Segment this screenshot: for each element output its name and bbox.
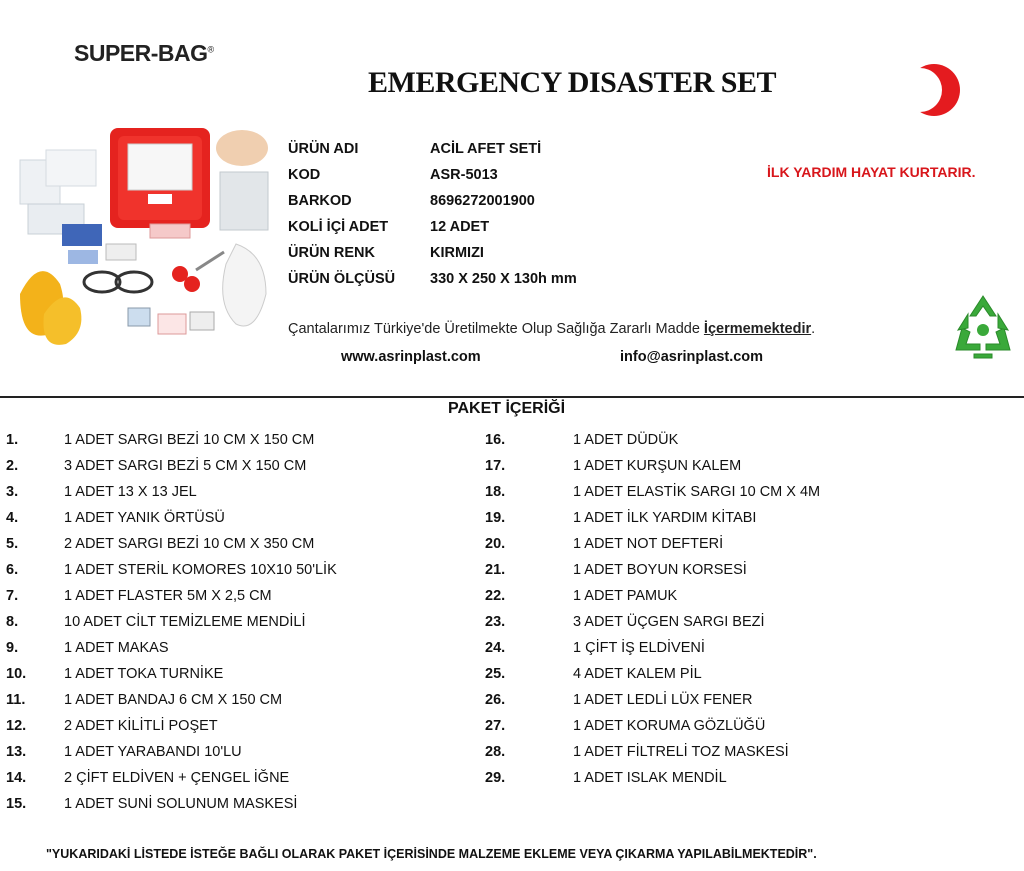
item-text: 10 ADET CİLT TEMİZLEME MENDİLİ (64, 614, 306, 630)
list-item (6, 427, 337, 453)
item-number: 29. (485, 770, 506, 786)
product-specs (288, 136, 577, 292)
item-text: 1 ADET MAKAS (64, 640, 169, 656)
notice-end: . (811, 321, 816, 337)
first-aid-kit-photo (10, 124, 278, 360)
spec-label: KOD (288, 167, 321, 183)
item-text: 1 ADET SUNİ SOLUNUM MASKESİ (64, 796, 298, 812)
item-text: 1 ADET STERİL KOMORES 10X10 50'LİK (64, 562, 337, 578)
item-text: 1 ADET FLASTER 5M X 2,5 CM (64, 588, 272, 604)
item-number: 6. (6, 562, 19, 578)
item-number: 23. (485, 614, 506, 630)
list-item (485, 557, 820, 583)
list-item (6, 583, 337, 609)
spec-row (288, 266, 577, 292)
brand-logo (74, 40, 214, 67)
notice-emphasis: İçermemektedir (703, 321, 812, 337)
item-number: 28. (485, 744, 506, 760)
item-number: 11. (6, 692, 26, 708)
brand-name: SUPER-BAG (74, 40, 208, 66)
website-link[interactable]: www.asrinplast.com (341, 349, 481, 365)
item-text: 1 ADET TOKA TURNİKE (64, 666, 224, 682)
spec-label: ÜRÜN RENK (288, 245, 375, 261)
item-text: 1 ÇİFT İŞ ELDİVENİ (573, 640, 705, 656)
list-item (485, 531, 820, 557)
item-number: 12. (6, 718, 27, 734)
brand-mark: ® (207, 44, 214, 55)
list-item (485, 453, 820, 479)
item-text: 2 ADET SARGI BEZİ 10 CM X 350 CM (64, 536, 315, 552)
slogan: İLK YARDIM HAYAT KURTARIR. (767, 164, 976, 180)
list-item (485, 661, 820, 687)
list-item (485, 583, 820, 609)
item-text: 1 ADET NOT DEFTERİ (573, 536, 724, 552)
package-list-right (485, 427, 820, 791)
item-number: 18. (485, 484, 506, 500)
recycle-icon (952, 292, 1014, 360)
list-item (485, 687, 820, 713)
red-crescent-icon (898, 60, 962, 124)
item-number: 22. (485, 588, 506, 604)
list-item (485, 765, 820, 791)
item-text: 1 ADET DÜDÜK (573, 432, 679, 448)
list-item (6, 557, 337, 583)
item-number: 21. (485, 562, 506, 578)
divider (0, 396, 1024, 398)
item-number: 19. (485, 510, 506, 526)
spec-value: ASR-5013 (430, 167, 498, 183)
list-item (485, 739, 820, 765)
item-number: 7. (6, 588, 19, 604)
list-item (485, 479, 820, 505)
item-number: 1. (6, 432, 19, 448)
item-text: 1 ADET PAMUK (573, 588, 678, 604)
item-text: 1 ADET KORUMA GÖZLÜĞÜ (573, 718, 766, 734)
spec-label: KOLİ İÇİ ADET (288, 219, 389, 235)
item-text: 1 ADET BANDAJ 6 CM X 150 CM (64, 692, 283, 708)
item-number: 4. (6, 510, 19, 526)
item-text: 1 ADET KURŞUN KALEM (573, 458, 742, 474)
item-number: 16. (485, 432, 506, 448)
item-text: 2 ÇİFT ELDİVEN + ÇENGEL İĞNE (64, 770, 290, 786)
spec-label: BARKOD (288, 193, 352, 209)
list-item (485, 427, 820, 453)
item-text: 1 ADET ELASTİK SARGI 10 CM X 4M (573, 484, 821, 500)
list-item (6, 609, 337, 635)
item-text: 3 ADET ÜÇGEN SARGI BEZİ (573, 614, 765, 630)
item-number: 15. (6, 796, 27, 812)
notice-text (288, 321, 815, 337)
page-title: EMERGENCY DISASTER SET (368, 66, 776, 99)
item-text: 4 ADET KALEM PİL (573, 666, 702, 682)
email-link[interactable]: info@asrinplast.com (620, 349, 764, 365)
spec-value: 330 X 250 X 130h mm (430, 271, 577, 287)
item-number: 27. (485, 718, 506, 734)
item-text: 1 ADET FİLTRELİ TOZ MASKESİ (573, 744, 789, 760)
list-item (6, 739, 337, 765)
item-text: 1 ADET SARGI BEZİ 10 CM X 150 CM (64, 432, 315, 448)
package-title: PAKET İÇERİĞİ (448, 400, 566, 417)
spec-row (288, 214, 577, 240)
list-item (6, 661, 337, 687)
item-number: 2. (6, 458, 19, 474)
item-number: 5. (6, 536, 19, 552)
list-item (485, 609, 820, 635)
item-text: 1 ADET İLK YARDIM KİTABI (573, 510, 757, 526)
item-text: 1 ADET LEDLİ LÜX FENER (573, 692, 753, 708)
item-number: 8. (6, 614, 19, 630)
item-number: 17. (485, 458, 506, 474)
list-item (6, 453, 337, 479)
spec-value: 12 ADET (430, 219, 490, 235)
item-number: 10. (6, 666, 27, 682)
item-number: 25. (485, 666, 506, 682)
spec-value: 8696272001900 (430, 193, 535, 209)
item-text: 1 ADET ISLAK MENDİL (573, 770, 727, 786)
list-item (485, 505, 820, 531)
item-text: 1 ADET 13 X 13 JEL (64, 484, 197, 500)
item-number: 26. (485, 692, 506, 708)
list-item (6, 505, 337, 531)
item-text: 1 ADET YANIK ÖRTÜSÜ (64, 510, 225, 526)
list-item (6, 479, 337, 505)
item-text: 3 ADET SARGI BEZİ 5 CM X 150 CM (64, 458, 307, 474)
item-number: 24. (485, 640, 506, 656)
item-number: 9. (6, 640, 19, 656)
footer-note: "YUKARIDAKİ LİSTEDE İSTEĞE BAĞLI OLARAK PAKET İÇERİSİNDE MALZEME EKLEME VEYA ÇIKARMA YAPILABİLMEKTEDİR". (46, 847, 817, 861)
list-item (6, 635, 337, 661)
spec-value: ACİL AFET SETİ (430, 141, 542, 157)
list-item (6, 531, 337, 557)
list-item (6, 713, 337, 739)
list-item (485, 713, 820, 739)
item-number: 20. (485, 536, 506, 552)
package-list-left (6, 427, 337, 817)
list-item (485, 635, 820, 661)
item-number: 13. (6, 744, 27, 760)
spec-label: ÜRÜN ADI (288, 141, 359, 157)
list-item (6, 765, 337, 791)
spec-row (288, 162, 577, 188)
spec-row (288, 136, 577, 162)
item-text: 2 ADET KİLİTLİ POŞET (64, 718, 218, 734)
list-item (6, 791, 337, 817)
item-text: 1 ADET BOYUN KORSESİ (573, 562, 747, 578)
spec-row (288, 188, 577, 214)
item-text: 1 ADET YARABANDI 10'LU (64, 744, 242, 760)
list-item (6, 687, 337, 713)
item-number: 14. (6, 770, 27, 786)
spec-label: ÜRÜN ÖLÇÜSÜ (288, 271, 396, 287)
notice-main: Çantalarımız Türkiye'de Üretilmekte Olup Sağlığa Zararlı Madde (288, 321, 704, 337)
item-number: 3. (6, 484, 19, 500)
spec-row (288, 240, 577, 266)
spec-value: KIRMIZI (430, 245, 484, 261)
